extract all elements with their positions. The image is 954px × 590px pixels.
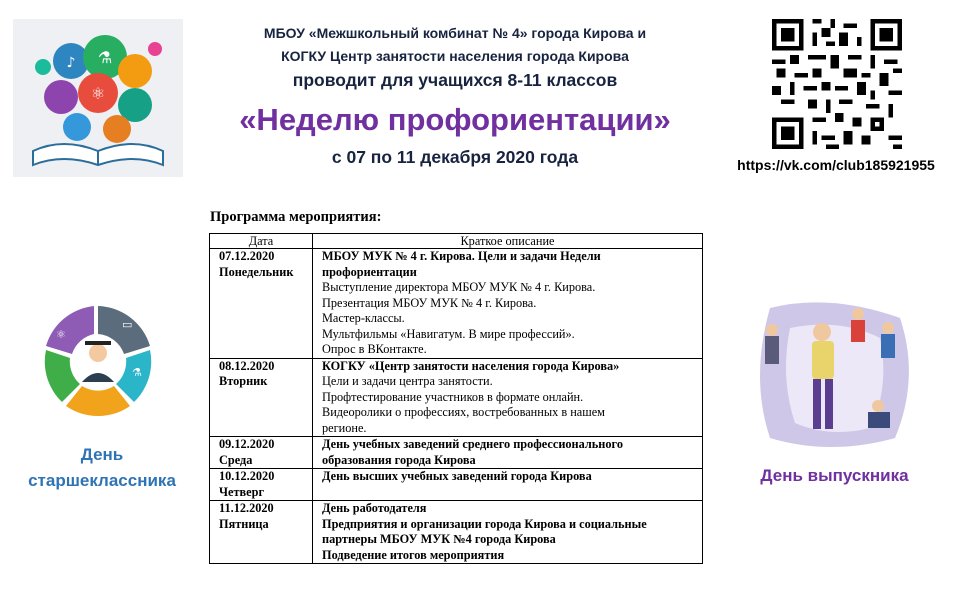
vk-group-link[interactable]: https://vk.com/club185921955 bbox=[737, 157, 935, 173]
row-title: образования города Кирова bbox=[322, 452, 476, 467]
date-cell bbox=[210, 249, 313, 359]
book-science-illustration bbox=[13, 19, 183, 177]
row-title: партнеры МБОУ МУК №4 города Кирова bbox=[322, 532, 556, 546]
row-title: День высших учебных заведений города Кирова bbox=[322, 469, 592, 483]
row-title: День работодателя bbox=[322, 501, 427, 515]
svg-text:⚗: ⚗ bbox=[97, 48, 113, 67]
description-cell bbox=[313, 249, 703, 359]
row-item: Презентация МБОУ МУК № 4 г. Кирова. bbox=[322, 295, 537, 310]
row-item: Опрос в ВКонтакте. bbox=[322, 342, 427, 356]
svg-text:♪: ♪ bbox=[66, 55, 76, 71]
row-weekday: Понедельник bbox=[219, 264, 294, 279]
audience-line: проводит для учащихся 8-11 классов bbox=[292, 70, 618, 90]
svg-text:⚛: ⚛ bbox=[56, 328, 66, 341]
row-item: Профтестирование участников в формате онлайн. bbox=[322, 389, 584, 404]
graduate-day-caption: День выпускника bbox=[760, 466, 909, 485]
row-date: 08.12.2020 bbox=[219, 358, 275, 373]
date-cell bbox=[210, 437, 313, 469]
program-heading: Программа мероприятия: bbox=[210, 209, 382, 225]
table-row bbox=[210, 249, 703, 359]
row-title: Подведение итогов мероприятия bbox=[322, 547, 505, 562]
column-header-description: Краткое описание bbox=[313, 234, 703, 249]
organizer-line-1: МБОУ «Межшкольный комбинат № 4» города Кирова и bbox=[263, 25, 647, 41]
senior-student-day-caption bbox=[12, 442, 192, 494]
description-cell bbox=[313, 501, 703, 564]
row-title: КОГКУ «Центр занятости населения города Кирова» bbox=[322, 358, 620, 373]
svg-text:▭: ▭ bbox=[122, 318, 133, 331]
description-cell bbox=[313, 358, 703, 437]
qr-code[interactable] bbox=[772, 19, 902, 149]
row-title: профориентации bbox=[322, 264, 417, 279]
table-row bbox=[210, 469, 703, 501]
row-weekday: Среда bbox=[219, 452, 253, 467]
caption-line-2: старшеклассника bbox=[28, 471, 176, 490]
description-cell bbox=[313, 437, 703, 469]
row-date: 10.12.2020 bbox=[219, 469, 275, 483]
row-title: Предприятия и организации города Кирова и социальные bbox=[322, 516, 647, 531]
program-table bbox=[209, 233, 703, 564]
row-date: 09.12.2020 bbox=[219, 437, 275, 451]
row-item: регионе. bbox=[322, 420, 367, 435]
svg-text:⚛: ⚛ bbox=[90, 84, 106, 103]
row-item: Выступление директора МБОУ МУК № 4 г. Кирова. bbox=[322, 280, 596, 294]
row-title: МБОУ МУК № 4 г. Кирова. Цели и задачи Недели bbox=[322, 249, 601, 263]
table-row bbox=[210, 437, 703, 469]
table-row bbox=[210, 358, 703, 437]
table-header-row bbox=[210, 234, 703, 249]
row-date: 11.12.2020 bbox=[219, 501, 274, 515]
description-cell bbox=[313, 469, 703, 501]
row-weekday: Четверг bbox=[219, 484, 265, 499]
svg-text:⚗: ⚗ bbox=[132, 366, 142, 379]
caption-line-1: День bbox=[80, 445, 124, 464]
date-cell bbox=[210, 358, 313, 437]
event-dates: с 07 по 11 декабря 2020 года bbox=[331, 147, 579, 167]
row-date: 07.12.2020 bbox=[219, 249, 275, 263]
row-weekday: Пятница bbox=[219, 516, 269, 531]
row-item: Цели и задачи центра занятости. bbox=[322, 374, 493, 388]
row-item: Видеоролики о профессиях, востребованных в нашем bbox=[322, 405, 605, 419]
column-header-date: Дата bbox=[210, 234, 313, 249]
row-item: Мультфильмы «Навигатум. В мире профессий». bbox=[322, 326, 575, 341]
student-career-illustration bbox=[38, 298, 158, 426]
date-cell bbox=[210, 469, 313, 501]
professions-illustration bbox=[750, 298, 915, 450]
row-item: Мастер-классы. bbox=[322, 311, 405, 325]
date-cell bbox=[210, 501, 313, 564]
row-weekday: Вторник bbox=[219, 374, 268, 388]
event-title: «Неделю профориентации» bbox=[239, 102, 671, 137]
organizer-line-2: КОГКУ Центр занятости населения города Кирова bbox=[281, 48, 629, 64]
table-row bbox=[210, 501, 703, 564]
row-title: День учебных заведений среднего профессионального bbox=[322, 437, 623, 451]
